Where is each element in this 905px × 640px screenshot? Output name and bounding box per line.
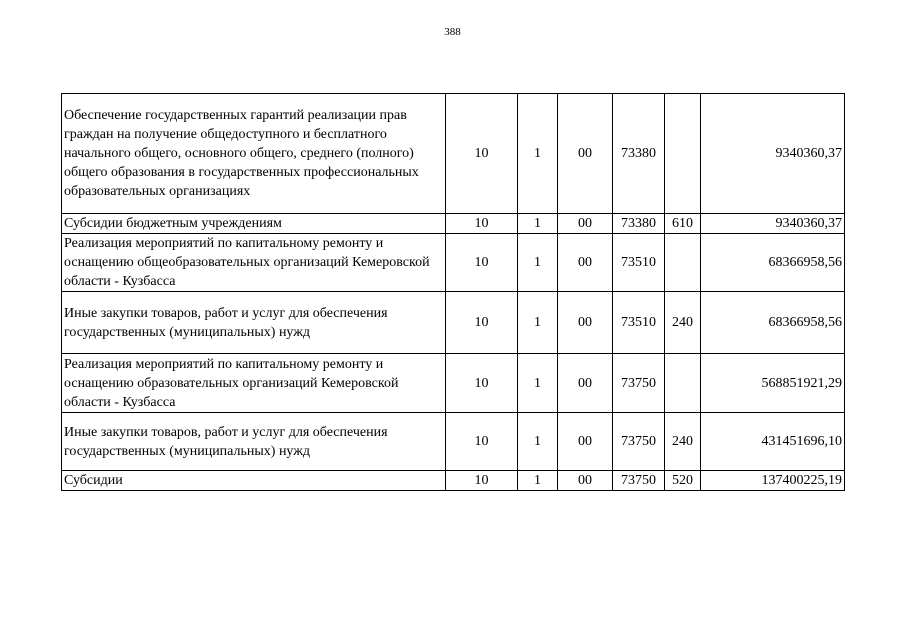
row-target-item: 73750 [613,413,665,471]
row-expense-type: 520 [665,471,701,491]
page-number: 388 [444,26,461,38]
row-target-item: 73750 [613,354,665,413]
row-program: 00 [558,292,613,354]
table-row [62,94,845,214]
row-name: Иные закупки товаров, работ и услуг для обеспечения государственных (муниципальных) нужд [62,292,446,354]
row-amount: 9340360,37 [701,214,845,234]
row-name: Иные закупки товаров, работ и услуг для обеспечения государственных (муниципальных) нужд [62,413,446,471]
row-expense-type [665,354,701,413]
row-amount: 137400225,19 [701,471,845,491]
row-name: Субсидии [62,471,446,491]
row-target-item: 73380 [613,94,665,214]
row-program: 00 [558,234,613,292]
table-row [62,292,845,354]
table-row [62,354,845,413]
row-section: 10 [446,471,518,491]
row-name: Обеспечение государственных гарантий реализации прав граждан на получение общедоступного и бесплатного начального общего, основного общего, среднего (полного) общего образования в государственных профессиональных образовательных организациях [62,94,446,214]
row-amount: 9340360,37 [701,94,845,214]
row-amount: 568851921,29 [701,354,845,413]
row-section: 10 [446,413,518,471]
row-subsection: 1 [518,471,558,491]
table-row [62,413,845,471]
row-name: Реализация мероприятий по капитальному ремонту и оснащению общеобразовательных организаций Кемеровской области - Кузбасса [62,234,446,292]
row-subsection: 1 [518,234,558,292]
row-target-item: 73510 [613,234,665,292]
table-row [62,471,845,491]
row-section: 10 [446,292,518,354]
row-expense-type: 610 [665,214,701,234]
row-section: 10 [446,94,518,214]
row-target-item: 73750 [613,471,665,491]
row-program: 00 [558,94,613,214]
row-expense-type: 240 [665,413,701,471]
row-expense-type: 240 [665,292,701,354]
row-subsection: 1 [518,292,558,354]
row-amount: 431451696,10 [701,413,845,471]
row-section: 10 [446,234,518,292]
row-subsection: 1 [518,214,558,234]
row-program: 00 [558,214,613,234]
row-amount: 68366958,56 [701,234,845,292]
row-expense-type [665,94,701,214]
row-program: 00 [558,471,613,491]
table-row [62,214,845,234]
row-program: 00 [558,413,613,471]
row-subsection: 1 [518,413,558,471]
row-section: 10 [446,214,518,234]
row-name: Субсидии бюджетным учреждениям [62,214,446,234]
row-subsection: 1 [518,94,558,214]
row-target-item: 73510 [613,292,665,354]
budget-table [61,93,845,491]
table-row [62,234,845,292]
row-section: 10 [446,354,518,413]
row-name: Реализация мероприятий по капитальному ремонту и оснащению образовательных организаций Кемеровской области - Кузбасса [62,354,446,413]
row-amount: 68366958,56 [701,292,845,354]
row-program: 00 [558,354,613,413]
row-subsection: 1 [518,354,558,413]
row-target-item: 73380 [613,214,665,234]
row-expense-type [665,234,701,292]
